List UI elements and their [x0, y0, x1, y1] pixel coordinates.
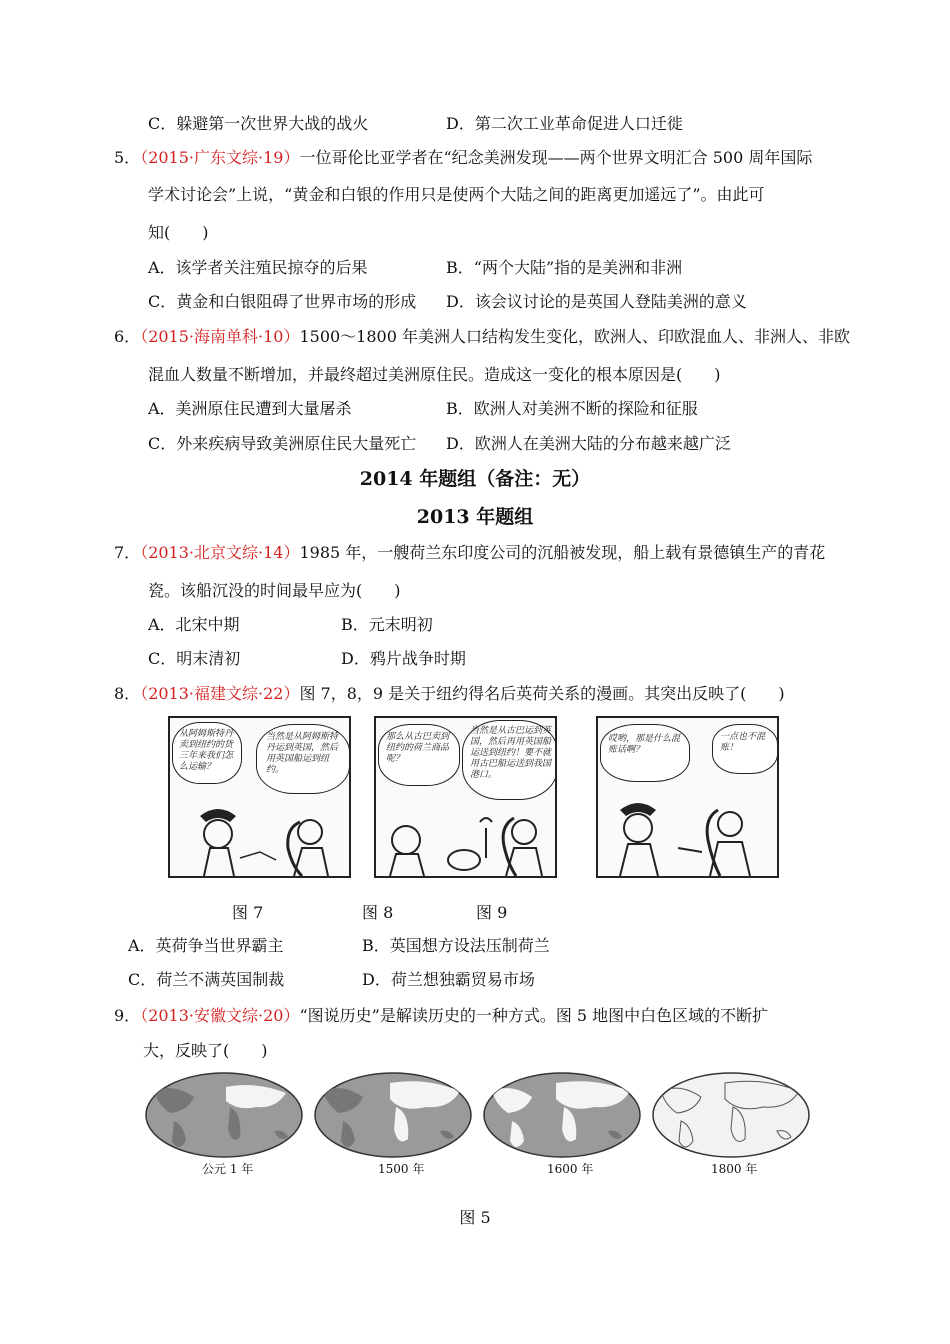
q4-option-d[interactable]: D．第二次工业革命促进人口迁徙: [446, 114, 683, 133]
fig5-caption: 图 5: [459, 1208, 491, 1227]
q6-stem-line1: [114, 327, 850, 347]
q5-source: （2015·广东文综·19）: [140, 148, 300, 167]
comic-drawing-fig8: [376, 718, 555, 876]
q7-option-c[interactable]: C．明末清初: [148, 649, 241, 668]
map-label-year-1: 公元 1 年: [202, 1162, 254, 1176]
heading-2014-group: 2014 年题组（备注：无）: [359, 468, 591, 490]
comic-panel-fig7: [168, 716, 351, 878]
q7-number: 7．: [114, 543, 141, 562]
q5-option-d[interactable]: D．该会议讨论的是英国人登陆美洲的意义: [446, 292, 747, 311]
q7-text: 1985 年，一艘荷兰东印度公司的沉船被发现，船上载有景德镇生产的青花: [299, 543, 826, 562]
q6-stem-line2: 混血人数量不断增加，并最终超过美洲原住民。造成这一变化的根本原因是( ): [148, 365, 721, 384]
q8-option-c[interactable]: C．荷兰不满英国制裁: [128, 970, 285, 989]
q8-number: 8．: [114, 684, 141, 703]
q5-stem-line2: 学术讨论会”上说，“黄金和白银的作用只是使两个大陆之间的距离更加遥远了”。由此可: [148, 185, 765, 204]
q5-stem-line3: 知( ): [148, 223, 209, 242]
q9-number: 9．: [114, 1006, 141, 1025]
comic-text-fig8-2: 当然是从古巴运到英国，然后再用英国船运送到纽约！要不就用古巴船运送到我国港口。: [470, 726, 552, 780]
q6-number: 6．: [114, 327, 141, 346]
q6-source: （2015·海南单科·10）: [140, 327, 300, 346]
q7-option-a[interactable]: A．北宋中期: [148, 615, 240, 634]
q8-option-a[interactable]: A．英荷争当世界霸主: [128, 936, 284, 955]
map-label-1600: 1600 年: [547, 1162, 594, 1176]
q7-stem-line1: [114, 543, 825, 563]
q7-source: （2013·北京文综·14）: [140, 543, 300, 562]
q8-stem-line1: [114, 684, 785, 704]
q7-option-d[interactable]: D．鸦片战争时期: [341, 649, 466, 668]
q8-source: （2013·福建文综·22）: [140, 684, 300, 703]
comic-text-fig7-1: 从阿姆斯特丹卖到纽约的货三年来我们怎么运输？: [179, 729, 234, 772]
q5-number: 5．: [114, 148, 141, 167]
comic-text-fig8-1: 那么从古巴卖到纽约的荷兰商品呢？: [386, 732, 450, 764]
map-year-1500: [315, 1073, 471, 1157]
fig7-label: 图 7: [232, 903, 264, 922]
q8-text: 图 7，8，9 是关于纽约得名后英荷关系的漫画。其突出反映了( ): [299, 684, 785, 703]
heading-2013-group: 2013 年题组: [416, 506, 534, 528]
q8-option-d[interactable]: D．荷兰想独霸贸易市场: [362, 970, 535, 989]
comic-panel-fig8: [374, 716, 557, 878]
map-year-1: [146, 1073, 302, 1157]
map-label-1500: 1500 年: [378, 1162, 425, 1176]
q8-option-b[interactable]: B．英国想方设法压制荷兰: [362, 936, 550, 955]
fig9-label: 图 9: [476, 903, 508, 922]
q6-option-d[interactable]: D．欧洲人在美洲大陆的分布越来越广泛: [446, 434, 731, 453]
q9-stem-line2: 大，反映了( ): [143, 1041, 268, 1060]
q4-option-c[interactable]: C．躲避第一次世界大战的战火: [148, 114, 369, 133]
q7-option-b[interactable]: B．元末明初: [341, 615, 433, 634]
comic-drawing-fig9: [598, 718, 777, 876]
q6-option-a[interactable]: A．美洲原住民遭到大量屠杀: [148, 399, 352, 418]
q9-source: （2013·安徽文综·20）: [140, 1006, 300, 1025]
q9-text: “图说历史”是解读历史的一种方式。图 5 地图中白色区域的不断扩: [299, 1006, 769, 1025]
q6-text: 1500～1800 年美洲人口结构发生变化，欧洲人、印欧混血人、非洲人、非欧: [299, 327, 850, 346]
q9-stem-line1: [114, 1006, 768, 1026]
q5-option-c[interactable]: C．黄金和白银阻碍了世界市场的形成: [148, 292, 417, 311]
comic-drawing-fig7: [170, 718, 349, 876]
comic-text-fig9-2: 一点也不混账！: [720, 732, 766, 753]
q5-text: 一位哥伦比亚学者在“纪念美洲发现——两个世界文明汇合 500 周年国际: [299, 148, 813, 167]
fig8-label: 图 8: [362, 903, 394, 922]
q5-stem-line1: [114, 148, 812, 168]
map-label-1800: 1800 年: [711, 1162, 758, 1176]
map-year-1800: [653, 1073, 809, 1157]
q5-option-b[interactable]: B．“两个大陆”指的是美洲和非洲: [446, 258, 683, 277]
q6-option-c[interactable]: C．外来疾病导致美洲原住民大量死亡: [148, 434, 417, 453]
comic-panel-fig9: [596, 716, 779, 878]
map-year-1600: [484, 1073, 640, 1157]
q6-option-b[interactable]: B．欧洲人对美洲不断的探险和征服: [446, 399, 698, 418]
q5-option-a[interactable]: A．该学者关注殖民掠夺的后果: [148, 258, 368, 277]
comic-text-fig7-2: 当然是从阿姆斯特丹运到英国，然后用英国船运到纽约。: [266, 732, 339, 775]
comic-text-fig9-1: 哎哟，那是什么混账话啊？: [608, 734, 681, 755]
q7-stem-line2: 瓷。该船沉没的时间最早应为( ): [148, 581, 401, 600]
